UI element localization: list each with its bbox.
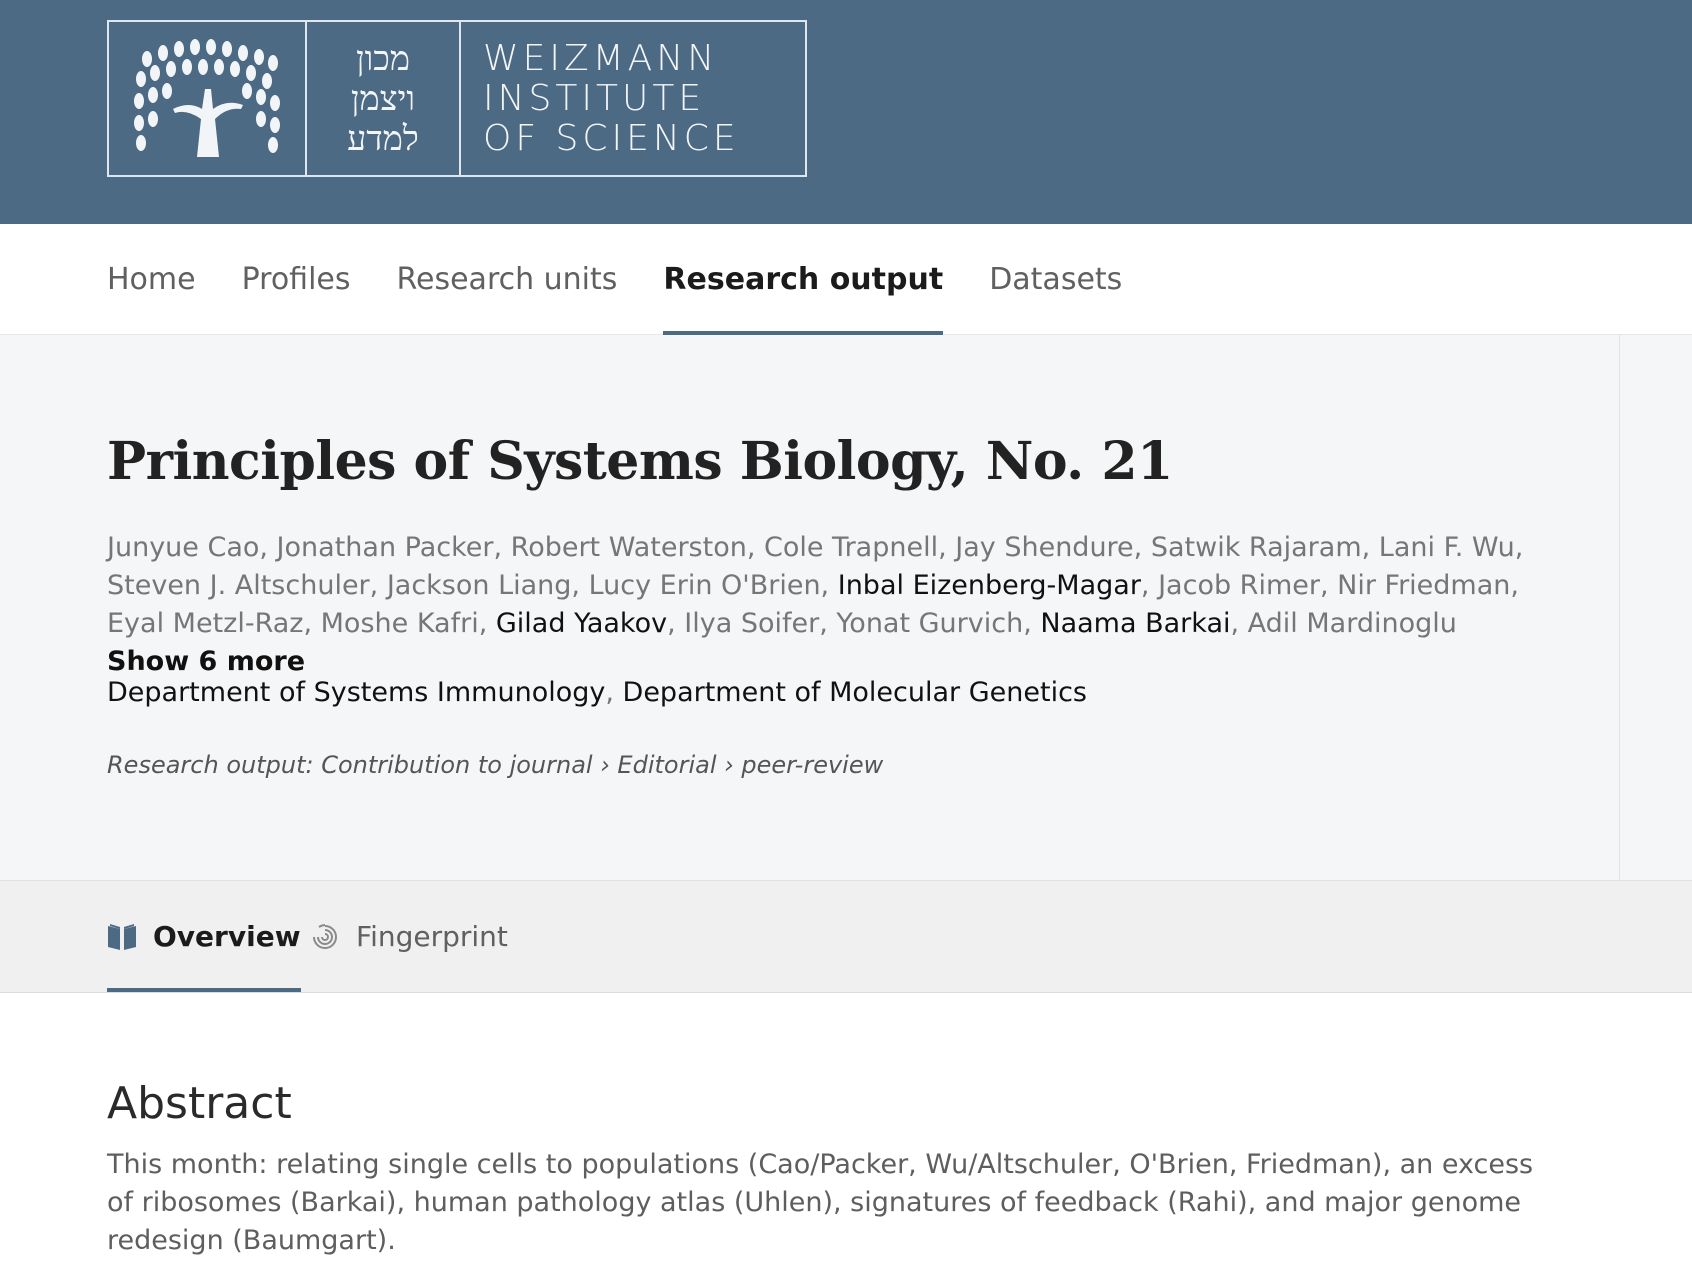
- tab-fingerprint[interactable]: [310, 881, 508, 992]
- tab-overview[interactable]: [107, 881, 301, 992]
- book-icon: [107, 923, 137, 951]
- author-text: , Jacob Rimer, Nir Friedman, Eyal Metzl-Raz, Moshe Kafri,: [107, 570, 1519, 639]
- output-type: Research output: Contribution to journal › Editorial › peer-review: [107, 751, 884, 779]
- wordmark-line: INSTITUTE: [483, 77, 706, 119]
- author-text: , Adil Mardinoglu: [1230, 608, 1457, 639]
- content-tabs: [0, 881, 1692, 993]
- author-link-gilad-yaakov[interactable]: Gilad Yaakov: [495, 608, 668, 639]
- fingerprint-icon: [310, 922, 340, 952]
- author-link-inbal-eizenberg-magar[interactable]: Inbal Eizenberg-Magar: [837, 570, 1141, 601]
- page-title: Principles of Systems Biology, No. 21: [107, 431, 1173, 492]
- hebrew-line: ויצמן: [350, 78, 416, 119]
- author-text: , Ilya Soifer, Yonat Gurvich,: [667, 608, 1041, 639]
- author-text: Junyue Cao, Jonathan Packer, Robert Waterston, Cole Trapnell, Jay Shendure, Satwik Rajaram, Lani F. Wu, Steven J. Altschuler, Jackson Liang, Lucy Erin O'Brien,: [107, 532, 1524, 601]
- author-list: [107, 529, 1547, 681]
- tab-fingerprint-label: Fingerprint: [356, 920, 508, 953]
- nav-item-datasets[interactable]: Datasets: [989, 261, 1123, 297]
- abstract-text: This month: relating single cells to populations (Cao/Packer, Wu/Altschuler, O'Brien, Friedman), an excess of ribosomes (Barkai), human pathology atlas (Uhlen), signatures of feedback (Rahi), and major genome redesign (Baumgart).: [107, 1149, 1534, 1256]
- main-navigation: [0, 224, 1692, 335]
- tab-overview-label: Overview: [153, 920, 301, 953]
- publication-header: [0, 335, 1692, 881]
- nav-item-profiles[interactable]: Profiles: [241, 261, 351, 297]
- department-list: [107, 677, 1087, 708]
- site-banner: [0, 0, 1692, 224]
- sidebar-divider: [1619, 335, 1620, 880]
- abstract-heading: Abstract: [107, 1078, 292, 1129]
- department-link-systems-immunology[interactable]: Department of Systems Immunology: [107, 677, 606, 708]
- author-link-naama-barkai[interactable]: Naama Barkai: [1040, 608, 1231, 639]
- nav-item-home[interactable]: Home: [107, 261, 196, 297]
- tree-logo-icon: [109, 22, 307, 175]
- hebrew-line: למדע: [347, 118, 419, 159]
- wordmark: [461, 22, 805, 175]
- department-link-molecular-genetics[interactable]: Department of Molecular Genetics: [622, 677, 1087, 708]
- hebrew-line: מכון: [355, 38, 411, 79]
- hebrew-name: [307, 22, 461, 175]
- show-more-authors-button[interactable]: Show 6 more: [107, 646, 306, 677]
- department-separator: ,: [605, 677, 623, 708]
- wordmark-line: OF SCIENCE: [483, 117, 740, 159]
- wordmark-line: WEIZMANN: [483, 37, 719, 79]
- nav-item-research-units[interactable]: Research units: [396, 261, 618, 297]
- weizmann-logo[interactable]: [107, 20, 807, 177]
- nav-item-research-output[interactable]: Research output: [663, 224, 943, 334]
